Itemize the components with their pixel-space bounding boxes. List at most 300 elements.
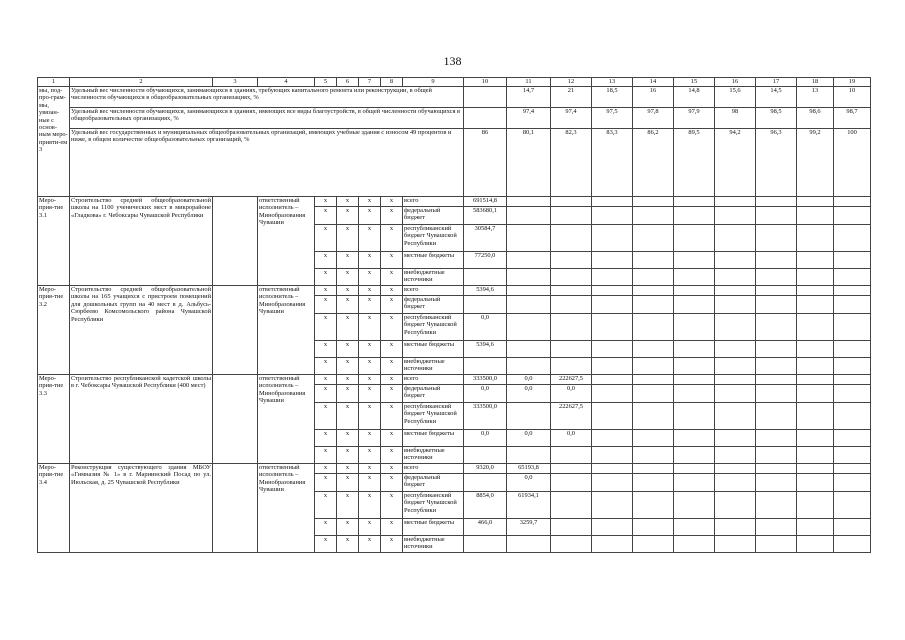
- funding-value: [756, 403, 797, 430]
- x-mark: х: [381, 375, 403, 385]
- indicator-value: 97,4: [507, 108, 551, 129]
- x-mark: х: [315, 403, 337, 430]
- funding-value: [674, 474, 715, 492]
- funding-value: [551, 536, 592, 553]
- funding-value: [551, 225, 592, 252]
- funding-value: [592, 385, 633, 403]
- x-mark: х: [315, 341, 337, 358]
- funding-value: 0,0: [507, 430, 551, 447]
- funding-value: [834, 269, 871, 286]
- funding-value: 5394,6: [464, 286, 507, 296]
- funding-value: [592, 375, 633, 385]
- funding-value: 333500,0: [464, 403, 507, 430]
- funding-value: [797, 536, 834, 553]
- indicator-value: 14,8: [674, 87, 715, 108]
- funding-value: [834, 341, 871, 358]
- indicator-value: 10: [834, 87, 871, 108]
- x-mark: х: [359, 252, 381, 269]
- x-mark: х: [337, 492, 359, 519]
- funding-value: [797, 207, 834, 225]
- column-number: 10: [464, 78, 507, 87]
- funding-value: 0,0: [551, 385, 592, 403]
- funding-value: [674, 447, 715, 464]
- funding-value: [464, 358, 507, 375]
- funding-value: [756, 375, 797, 385]
- x-mark: х: [315, 536, 337, 553]
- column-number: 18: [797, 78, 834, 87]
- funding-value: [715, 225, 756, 252]
- funding-value: [797, 314, 834, 341]
- measure-label: Меро-прия-тие 3.2: [38, 286, 70, 375]
- page-number: 138: [443, 54, 462, 68]
- x-mark: х: [337, 341, 359, 358]
- measure-row: [38, 286, 871, 296]
- funding-value: [674, 464, 715, 474]
- x-mark: х: [359, 269, 381, 286]
- funding-value: [797, 341, 834, 358]
- funding-value: [507, 536, 551, 553]
- x-mark: х: [315, 430, 337, 447]
- x-mark: х: [359, 225, 381, 252]
- funding-value: 77250,0: [464, 252, 507, 269]
- x-mark: х: [359, 375, 381, 385]
- indicator-value: 97,9: [674, 108, 715, 129]
- x-mark: х: [315, 464, 337, 474]
- funding-value: [592, 492, 633, 519]
- x-mark: х: [381, 314, 403, 341]
- funding-value: [834, 197, 871, 207]
- funding-value: [592, 341, 633, 358]
- indicator-value: 83,3: [592, 129, 633, 197]
- x-mark: х: [359, 197, 381, 207]
- funding-value: [797, 403, 834, 430]
- empty-cell: [213, 286, 258, 375]
- indicator-value: 13: [797, 87, 834, 108]
- indicator-value: 99,2: [797, 129, 834, 197]
- x-mark: х: [359, 464, 381, 474]
- funding-value: [592, 430, 633, 447]
- indicator-value: 86: [464, 129, 507, 197]
- funding-value: 61934,1: [507, 492, 551, 519]
- funding-value: [507, 358, 551, 375]
- funding-value: [551, 252, 592, 269]
- funding-value: [715, 197, 756, 207]
- x-mark: х: [359, 358, 381, 375]
- funding-value: [756, 197, 797, 207]
- funding-value: [592, 207, 633, 225]
- x-mark: х: [337, 375, 359, 385]
- funding-value: [551, 207, 592, 225]
- funding-value: [715, 269, 756, 286]
- x-mark: х: [381, 403, 403, 430]
- program-label: мы, под-про-грам-мы, увязан-ные с основ-ным меро-прияти-ем 3: [38, 87, 70, 197]
- funding-value: [715, 375, 756, 385]
- funding-source: местные бюджеты: [403, 430, 464, 447]
- x-mark: х: [337, 252, 359, 269]
- funding-value: [507, 286, 551, 296]
- indicator-text: Удельный вес государственных и муниципальных общеобразовательных организаций, имеющих учебные здания с износом 49 процентов и ниже, в общем количестве общеобразовательных организаций, %: [70, 129, 464, 197]
- x-mark: х: [381, 341, 403, 358]
- funding-value: [633, 492, 674, 519]
- funding-value: [715, 296, 756, 314]
- x-mark: х: [381, 492, 403, 519]
- funding-value: 0,0: [551, 430, 592, 447]
- indicator-value: 18,5: [592, 87, 633, 108]
- measure-row: [38, 375, 871, 385]
- funding-value: [797, 358, 834, 375]
- x-mark: х: [337, 269, 359, 286]
- funding-value: [507, 252, 551, 269]
- indicator-value: 97,8: [633, 108, 674, 129]
- funding-value: [674, 269, 715, 286]
- funding-value: [464, 447, 507, 464]
- x-mark: х: [381, 286, 403, 296]
- funding-value: [464, 269, 507, 286]
- funding-value: [551, 474, 592, 492]
- funding-value: [674, 225, 715, 252]
- funding-value: [633, 197, 674, 207]
- x-mark: х: [315, 197, 337, 207]
- funding-value: [756, 358, 797, 375]
- funding-value: [834, 430, 871, 447]
- funding-source: всего: [403, 197, 464, 207]
- funding-value: [797, 375, 834, 385]
- funding-value: [715, 536, 756, 553]
- funding-value: 222627,5: [551, 403, 592, 430]
- funding-value: [756, 492, 797, 519]
- funding-value: [633, 252, 674, 269]
- funding-value: [797, 385, 834, 403]
- column-number: 9: [403, 78, 464, 87]
- funding-value: [674, 358, 715, 375]
- funding-value: [633, 430, 674, 447]
- funding-source: внебюджетные источники: [403, 358, 464, 375]
- funding-value: [592, 403, 633, 430]
- funding-value: [797, 286, 834, 296]
- funding-source: федеральный бюджет: [403, 474, 464, 492]
- funding-value: [715, 464, 756, 474]
- funding-value: [834, 492, 871, 519]
- x-mark: х: [381, 430, 403, 447]
- x-mark: х: [381, 536, 403, 553]
- funding-value: [756, 464, 797, 474]
- funding-value: [507, 341, 551, 358]
- funding-value: [715, 286, 756, 296]
- x-mark: х: [359, 430, 381, 447]
- funding-value: [674, 207, 715, 225]
- x-mark: х: [337, 207, 359, 225]
- funding-value: [551, 269, 592, 286]
- funding-value: [551, 341, 592, 358]
- x-mark: х: [315, 252, 337, 269]
- indicator-value: [464, 87, 507, 108]
- indicator-value: 97,5: [592, 108, 633, 129]
- funding-value: [551, 358, 592, 375]
- funding-value: [834, 314, 871, 341]
- x-mark: х: [381, 519, 403, 536]
- funding-source: всего: [403, 286, 464, 296]
- funding-value: [756, 225, 797, 252]
- x-mark: х: [337, 447, 359, 464]
- funding-value: [592, 269, 633, 286]
- x-mark: х: [315, 474, 337, 492]
- funding-value: [756, 536, 797, 553]
- funding-value: [633, 375, 674, 385]
- x-mark: х: [381, 464, 403, 474]
- measure-row: [38, 464, 871, 474]
- indicator-value: 86,2: [633, 129, 674, 197]
- x-mark: х: [315, 375, 337, 385]
- funding-value: [507, 225, 551, 252]
- funding-value: [674, 286, 715, 296]
- funding-value: [674, 385, 715, 403]
- measure-executor: ответственный исполнитель – Минобразования Чувашии: [258, 375, 315, 464]
- funding-value: [674, 492, 715, 519]
- empty-cell: [213, 464, 258, 553]
- funding-value: [834, 358, 871, 375]
- funding-value: [756, 519, 797, 536]
- funding-value: [551, 286, 592, 296]
- column-number: 6: [337, 78, 359, 87]
- funding-value: [715, 358, 756, 375]
- funding-value: [674, 314, 715, 341]
- funding-value: [834, 296, 871, 314]
- column-number: 2: [70, 78, 213, 87]
- column-number: 3: [213, 78, 258, 87]
- measure-label: Меро-прия-тие 3.1: [38, 197, 70, 286]
- x-mark: х: [359, 207, 381, 225]
- funding-value: 583680,1: [464, 207, 507, 225]
- funding-value: [633, 286, 674, 296]
- funding-value: [633, 225, 674, 252]
- funding-value: [715, 252, 756, 269]
- indicator-text: Удельный вес численности обучающихся, занимающихся в зданиях, требующих капитального ремонта или реконструкции, в общей численности обучающихся в общеобразовательных организациях, %: [70, 87, 464, 108]
- funding-value: [834, 519, 871, 536]
- funding-value: 8854,0: [464, 492, 507, 519]
- x-mark: х: [381, 252, 403, 269]
- funding-value: [834, 536, 871, 553]
- x-mark: х: [359, 536, 381, 553]
- funding-value: [715, 430, 756, 447]
- x-mark: х: [315, 225, 337, 252]
- x-mark: х: [337, 197, 359, 207]
- funding-value: [633, 269, 674, 286]
- indicator-value: 14,5: [756, 87, 797, 108]
- funding-value: [633, 385, 674, 403]
- funding-value: [633, 403, 674, 430]
- x-mark: х: [381, 385, 403, 403]
- funding-value: 3259,7: [507, 519, 551, 536]
- x-mark: х: [381, 269, 403, 286]
- funding-value: [551, 519, 592, 536]
- funding-value: [797, 252, 834, 269]
- funding-value: 0,0: [507, 375, 551, 385]
- funding-value: [715, 492, 756, 519]
- x-mark: х: [359, 341, 381, 358]
- indicator-value: 98,5: [756, 108, 797, 129]
- funding-value: [797, 447, 834, 464]
- indicator-row: [38, 87, 871, 108]
- x-mark: х: [337, 225, 359, 252]
- funding-value: [756, 286, 797, 296]
- funding-value: [797, 225, 834, 252]
- funding-value: [551, 197, 592, 207]
- indicator-text: Удельный вес численности обучающихся, занимающихся в зданиях, имеющих все виды благоустройств, в общей численности обучающихся в общеобразовательных организациях, %: [70, 108, 464, 129]
- funding-value: [756, 385, 797, 403]
- funding-value: [756, 252, 797, 269]
- funding-value: 222627,5: [551, 375, 592, 385]
- column-number: 17: [756, 78, 797, 87]
- funding-value: [507, 207, 551, 225]
- x-mark: х: [337, 286, 359, 296]
- funding-value: [633, 207, 674, 225]
- funding-value: [551, 447, 592, 464]
- funding-source: федеральный бюджет: [403, 385, 464, 403]
- funding-source: всего: [403, 375, 464, 385]
- funding-value: [592, 314, 633, 341]
- column-number: 19: [834, 78, 871, 87]
- funding-value: [756, 474, 797, 492]
- column-number: 4: [258, 78, 315, 87]
- funding-value: [715, 207, 756, 225]
- funding-value: [674, 403, 715, 430]
- measure-label: Меро-прия-тие 3.4: [38, 464, 70, 553]
- funding-value: [797, 474, 834, 492]
- funding-value: [551, 314, 592, 341]
- x-mark: х: [381, 207, 403, 225]
- funding-value: [551, 296, 592, 314]
- column-number: 8: [381, 78, 403, 87]
- x-mark: х: [381, 197, 403, 207]
- measure-name: Реконструкция существующего здания МБОУ «Гимназия № 1» в г. Мариинский Посад по ул. Июльская, д. 25 Чувашской Республики: [70, 464, 213, 553]
- funding-value: [507, 197, 551, 207]
- funding-value: [464, 296, 507, 314]
- x-mark: х: [315, 296, 337, 314]
- x-mark: х: [315, 385, 337, 403]
- x-mark: х: [359, 314, 381, 341]
- funding-value: [464, 474, 507, 492]
- funding-source: внебюджетные источники: [403, 536, 464, 553]
- x-mark: х: [359, 474, 381, 492]
- column-number: 13: [592, 78, 633, 87]
- indicator-value: 89,5: [674, 129, 715, 197]
- empty-cell: [213, 197, 258, 286]
- funding-value: [592, 447, 633, 464]
- indicator-value: 97,4: [551, 108, 592, 129]
- indicator-value: 100: [834, 129, 871, 197]
- x-mark: х: [381, 447, 403, 464]
- funding-value: [756, 341, 797, 358]
- funding-value: [507, 403, 551, 430]
- program-table: [37, 77, 871, 553]
- funding-value: [674, 341, 715, 358]
- funding-value: [797, 197, 834, 207]
- funding-value: [715, 447, 756, 464]
- measure-executor: ответственный исполнитель – Минобразования Чувашии: [258, 197, 315, 286]
- funding-value: 691514,8: [464, 197, 507, 207]
- funding-value: [756, 430, 797, 447]
- funding-value: [756, 447, 797, 464]
- funding-value: [507, 269, 551, 286]
- funding-source: республиканский бюджет Чувашской Республики: [403, 225, 464, 252]
- funding-source: республиканский бюджет Чувашской Республики: [403, 314, 464, 341]
- funding-value: [674, 296, 715, 314]
- funding-value: [674, 536, 715, 553]
- funding-value: [592, 358, 633, 375]
- funding-source: местные бюджеты: [403, 341, 464, 358]
- funding-source: местные бюджеты: [403, 252, 464, 269]
- measure-label: Меро-прия-тие 3.3: [38, 375, 70, 464]
- indicator-value: 98,6: [797, 108, 834, 129]
- x-mark: х: [359, 403, 381, 430]
- funding-value: [592, 519, 633, 536]
- funding-value: 0,0: [507, 474, 551, 492]
- x-mark: х: [359, 519, 381, 536]
- funding-value: [715, 403, 756, 430]
- funding-value: [674, 519, 715, 536]
- funding-value: [715, 474, 756, 492]
- funding-value: [756, 269, 797, 286]
- funding-value: 65193,8: [507, 464, 551, 474]
- funding-value: [834, 474, 871, 492]
- funding-value: [715, 341, 756, 358]
- funding-value: [756, 296, 797, 314]
- x-mark: х: [337, 536, 359, 553]
- funding-value: [715, 519, 756, 536]
- funding-value: [797, 492, 834, 519]
- x-mark: х: [381, 474, 403, 492]
- x-mark: х: [315, 358, 337, 375]
- funding-value: [834, 252, 871, 269]
- funding-value: [592, 197, 633, 207]
- column-number: 5: [315, 78, 337, 87]
- funding-value: [633, 519, 674, 536]
- x-mark: х: [315, 286, 337, 296]
- indicator-value: 16: [633, 87, 674, 108]
- funding-value: [674, 197, 715, 207]
- funding-value: [592, 296, 633, 314]
- funding-value: [592, 225, 633, 252]
- funding-value: [834, 403, 871, 430]
- indicator-value: 21: [551, 87, 592, 108]
- column-number: 15: [674, 78, 715, 87]
- funding-value: [633, 536, 674, 553]
- funding-source: федеральный бюджет: [403, 207, 464, 225]
- funding-value: 9320,0: [464, 464, 507, 474]
- funding-value: [715, 314, 756, 341]
- column-number: 12: [551, 78, 592, 87]
- x-mark: х: [337, 314, 359, 341]
- funding-value: [834, 385, 871, 403]
- funding-value: [674, 375, 715, 385]
- funding-value: 0,0: [507, 385, 551, 403]
- funding-value: [756, 314, 797, 341]
- funding-source: федеральный бюджет: [403, 296, 464, 314]
- x-mark: х: [315, 447, 337, 464]
- funding-value: [834, 207, 871, 225]
- funding-value: [674, 252, 715, 269]
- x-mark: х: [381, 358, 403, 375]
- funding-value: [834, 225, 871, 252]
- funding-value: [633, 447, 674, 464]
- funding-value: [674, 430, 715, 447]
- funding-value: [592, 252, 633, 269]
- x-mark: х: [315, 492, 337, 519]
- funding-source: всего: [403, 464, 464, 474]
- x-mark: х: [337, 385, 359, 403]
- funding-value: [592, 464, 633, 474]
- x-mark: х: [359, 492, 381, 519]
